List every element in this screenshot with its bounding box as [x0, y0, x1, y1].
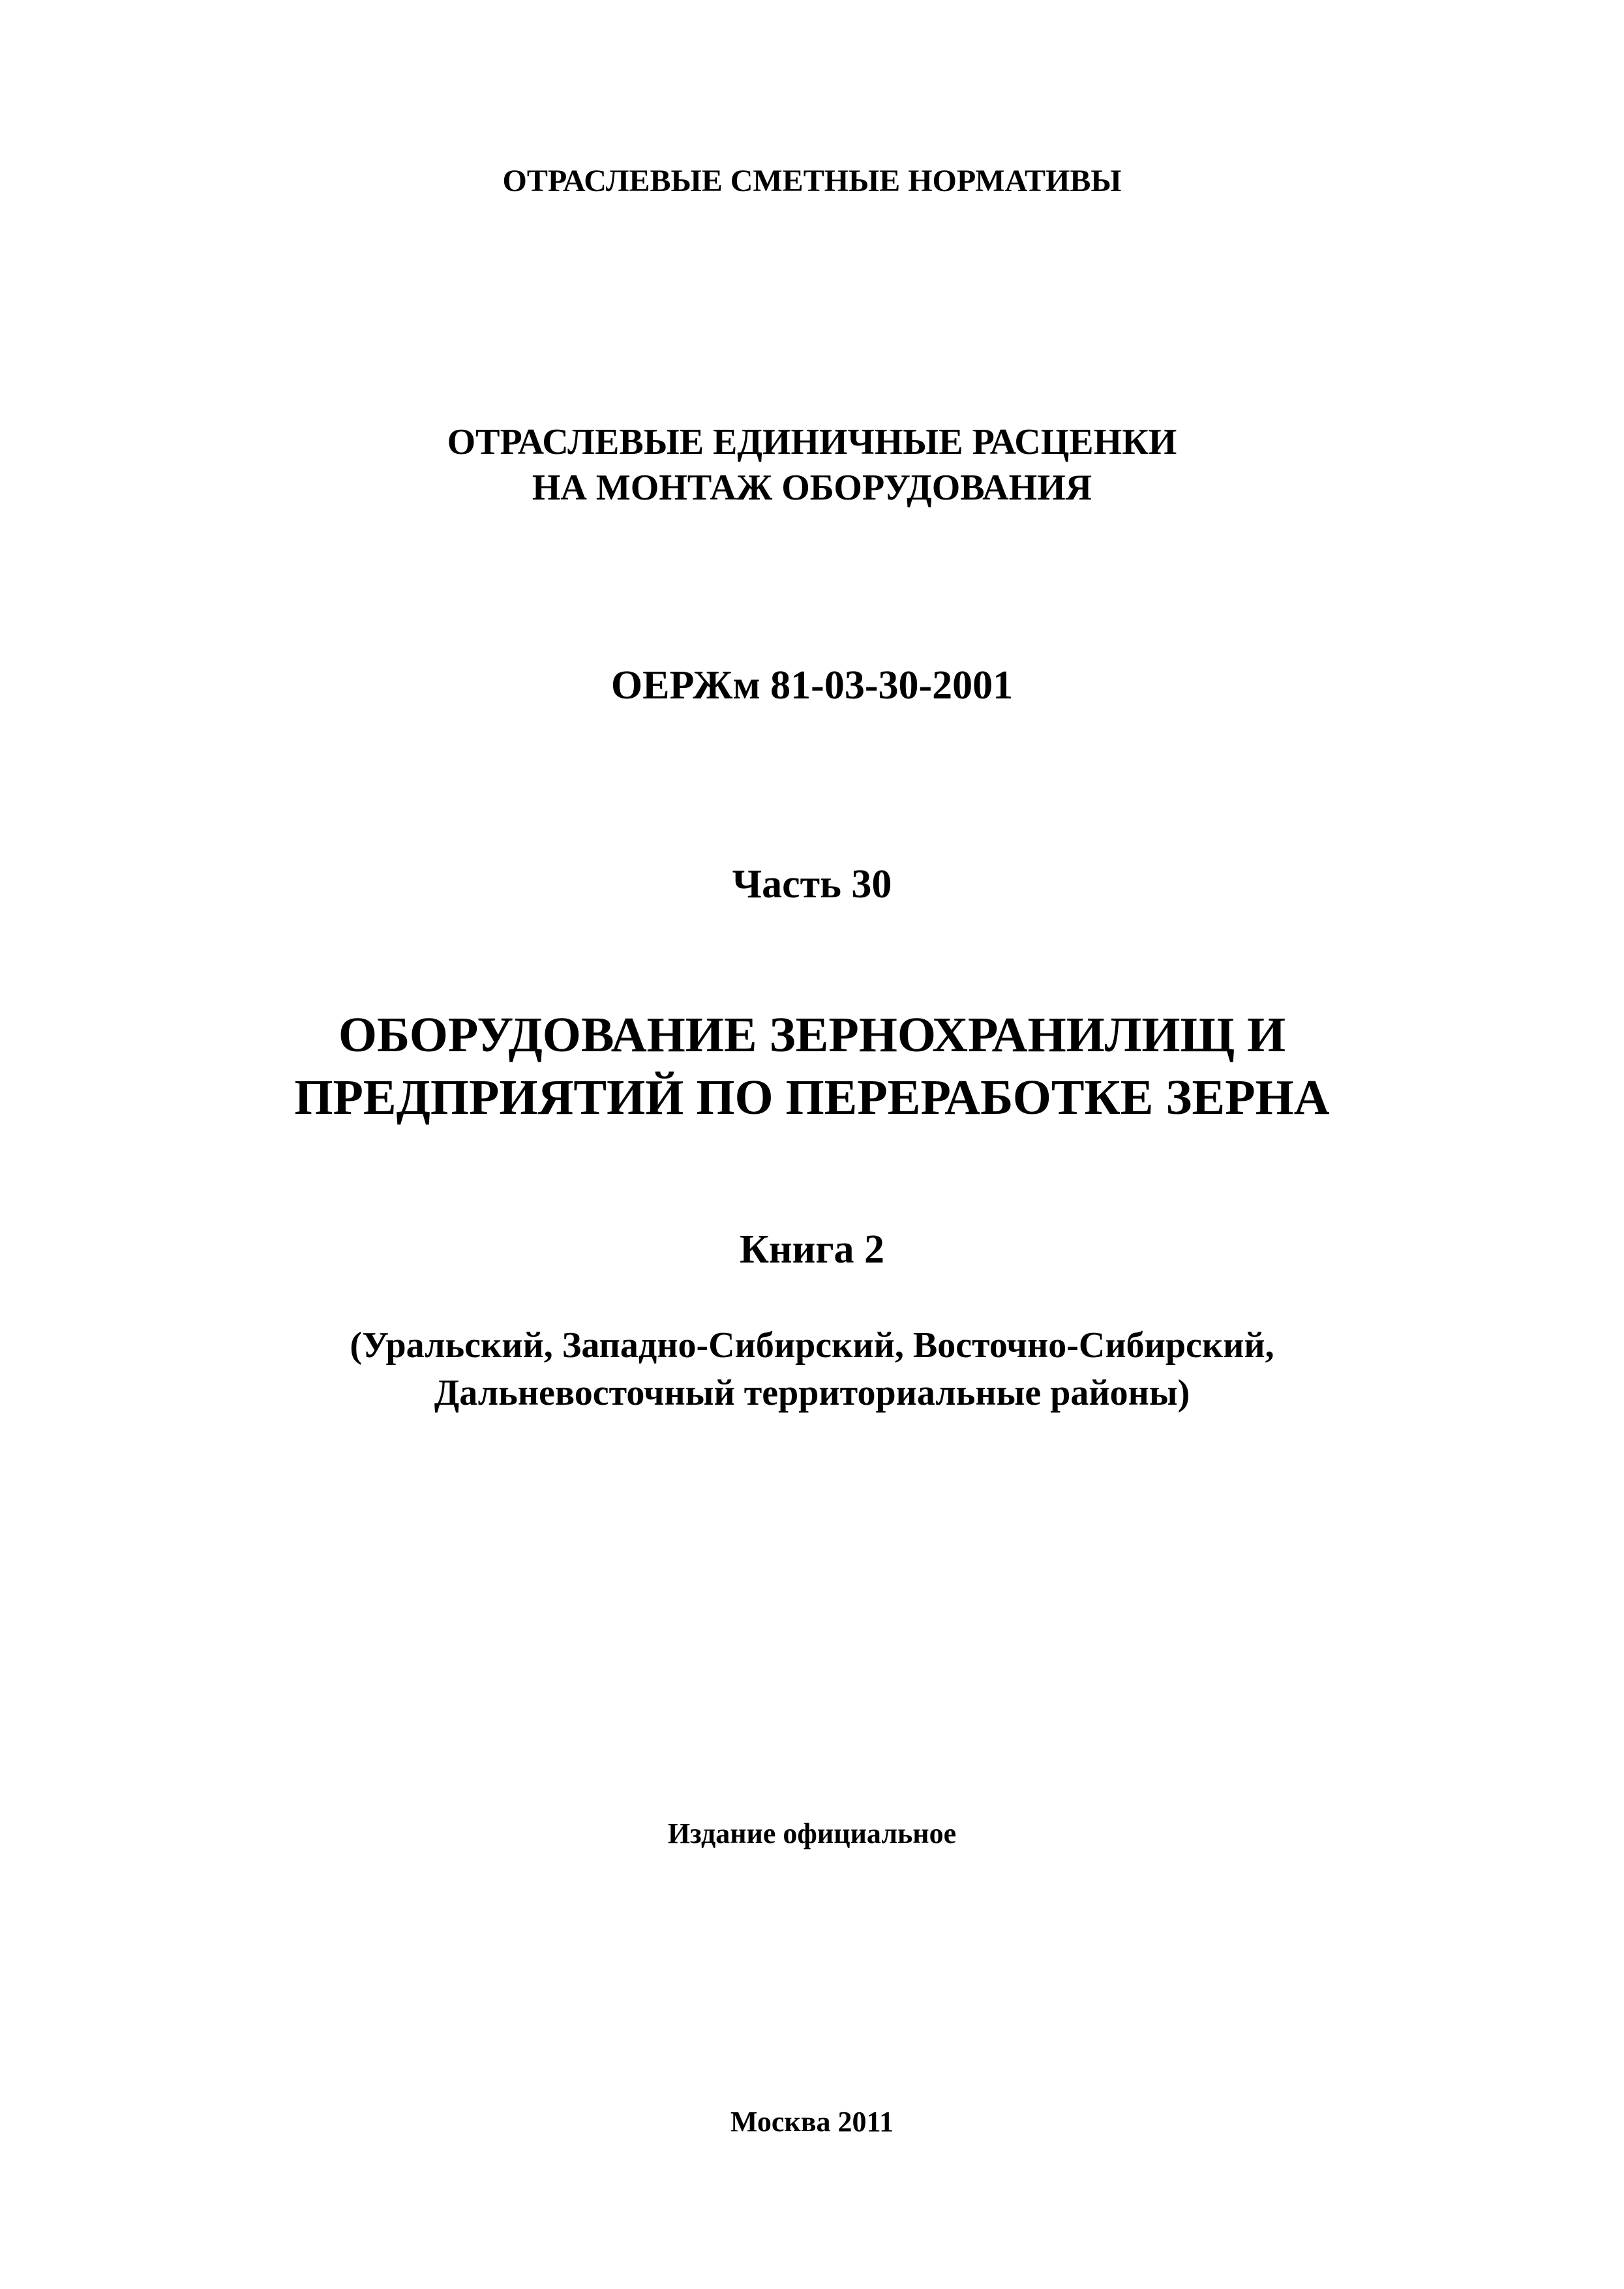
book-number: Книга 2: [739, 1227, 885, 1272]
place-and-year: Москва 2011: [730, 2106, 894, 2138]
regions-line-2: Дальневосточный территориальные районы): [434, 1373, 1190, 1413]
document-code: ОЕРЖм 81-03-30-2001: [610, 663, 1014, 708]
main-heading-line-2: ПРЕДПРИЯТИЙ ПО ПЕРЕРАБОТКЕ ЗЕРНА: [294, 1070, 1330, 1125]
edition-label: Издание официальное: [667, 1818, 957, 1849]
regions-line-1: (Уральский, Западно-Сибирский, Восточно-Сибирский,: [350, 1325, 1274, 1366]
subtitle-line-2: НА МОНТАЖ ОБОРУДОВАНИЯ: [532, 468, 1092, 508]
series-title: ОТРАСЛЕВЫЕ СМЕТНЫЕ НОРМАТИВЫ: [502, 164, 1122, 198]
subtitle-line-1: ОТРАСЛЕВЫЕ ЕДИНИЧНЫЕ РАСЦЕНКИ: [447, 422, 1177, 462]
part-number: Часть 30: [732, 862, 892, 906]
main-heading-line-1: ОБОРУДОВАНИЕ ЗЕРНОХРАНИЛИЩ И: [338, 1008, 1286, 1062]
